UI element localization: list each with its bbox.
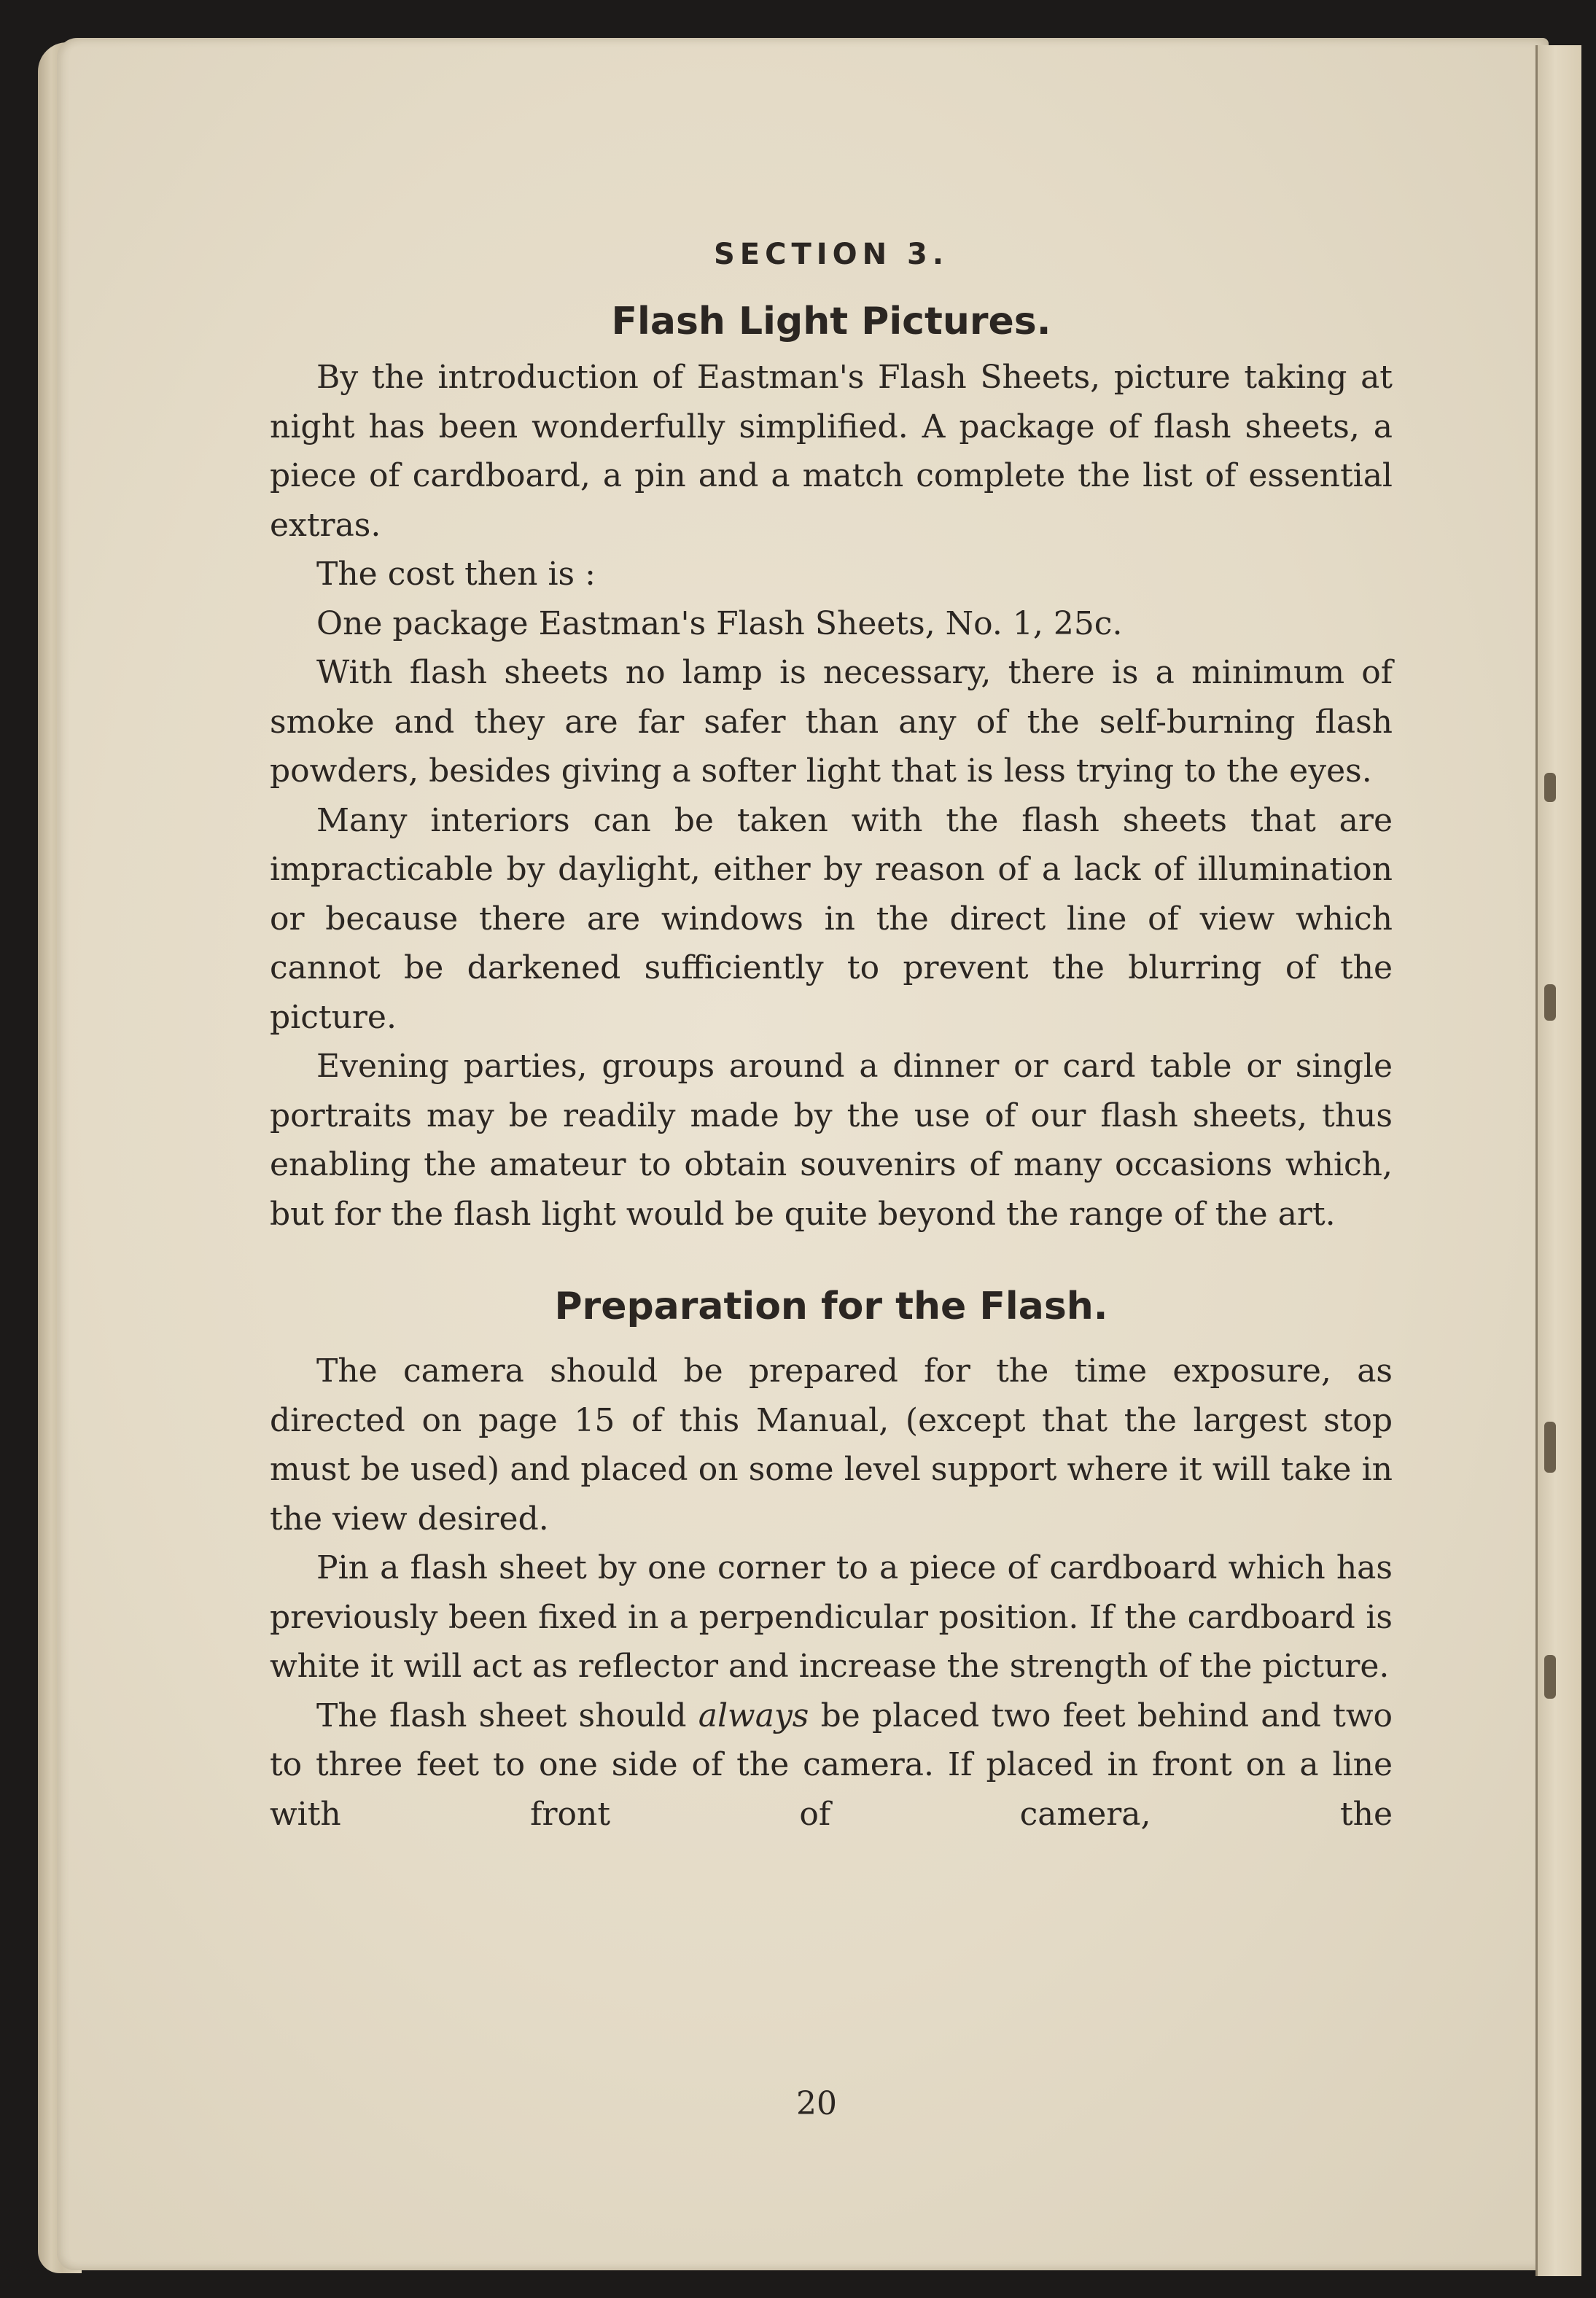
- binding-thread: [1544, 984, 1556, 1021]
- facing-page-edge: [1535, 45, 1581, 2276]
- page-number: 20: [796, 2085, 837, 2122]
- paragraph: The cost then is :: [316, 556, 596, 593]
- paragraph: [270, 1691, 1393, 1839]
- emphasis-always: always: [698, 1697, 809, 1734]
- paragraph: Pin a flash sheet by one corner to a piece of cardboard which has previously been fixed in a perpendicular position. If the cardboard is white it will act as reflector and increase the strength of the picture.: [270, 1549, 1393, 1685]
- text-run: The flash sheet should: [316, 1697, 698, 1734]
- paragraph: With flash sheets no lamp is necessary, there is a minimum of smoke and they are far safer than any of the self-burning flash powders, besides giving a softer light that is less trying to the eyes.: [270, 654, 1393, 790]
- binding-thread: [1544, 1422, 1556, 1473]
- paragraph: Many interiors can be taken with the flash sheets that are impracticable by daylight, either by reason of a lack of illumination or because there are windows in the direct line of view which cannot be darkened sufficiently to prevent the blurring of the picture.: [270, 801, 1393, 1036]
- heading-flash-light-pictures: Flash Light Pictures.: [611, 300, 1051, 343]
- paragraph: Evening parties, groups around a dinner or card table or single portraits may be readily made by the use of our flash sheets, thus enabling the amateur to obtain souvenirs of many occasions which, but for the flash light would be quite beyond the range of the art.: [270, 1048, 1393, 1233]
- paragraph: By the introduction of Eastman's Flash Sheets, picture taking at night has been wonderfully simplified. A package of flash sheets, a piece of cardboard, a pin and a match complete the list of essential extras.: [270, 359, 1393, 544]
- heading-preparation-for-the-flash: Preparation for the Flash.: [554, 1285, 1108, 1328]
- binding-thread: [1544, 773, 1556, 802]
- paragraph: The camera should be prepared for the time exposure, as directed on page 15 of this Manual, (except that the largest stop must be used) and placed on some level support where it will take in the view desired.: [270, 1352, 1393, 1538]
- section-label: SECTION 3.: [713, 238, 949, 271]
- text-run: be placed two feet behind and two to three feet to one side of the camera. If placed in front on a line with front of camera, the: [270, 1697, 1393, 1833]
- page-text: [270, 219, 1393, 1839]
- binding-thread: [1544, 1655, 1556, 1699]
- paragraph: One package Eastman's Flash Sheets, No. 1, 25c.: [316, 604, 1123, 642]
